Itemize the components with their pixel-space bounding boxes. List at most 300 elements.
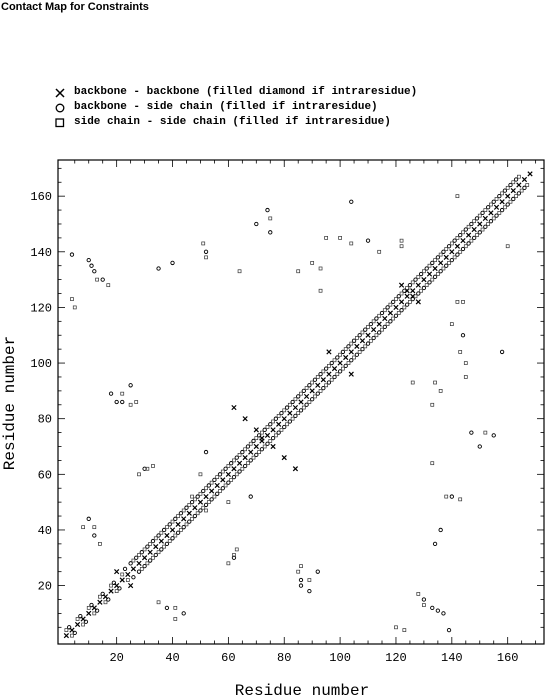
data-point-sidechain-sidechain (205, 256, 208, 259)
data-point-sidechain-sidechain (462, 231, 465, 234)
data-point-backbone-backbone (528, 172, 532, 176)
points-layer (64, 172, 532, 638)
data-point-sidechain-sidechain (464, 245, 467, 248)
data-point-backbone-backbone (310, 389, 314, 393)
data-point-sidechain-sidechain (70, 298, 73, 301)
data-point-sidechain-sidechain (339, 236, 342, 239)
data-point-backbone-backbone (355, 344, 359, 348)
data-point-sidechain-sidechain (378, 250, 381, 253)
y-tick-label: 120 (30, 301, 52, 316)
data-point-sidechain-sidechain (232, 459, 235, 462)
data-point-backbone-backbone (142, 556, 146, 560)
data-point-sidechain-sidechain (98, 542, 101, 545)
data-point-sidechain-sidechain (182, 509, 185, 512)
data-point-sidechain-sidechain (280, 428, 283, 431)
data-point-sidechain-sidechain (386, 323, 389, 326)
data-point-sidechain-sidechain (129, 403, 132, 406)
data-point-backbone-sidechain (366, 239, 369, 242)
data-point-backbone-backbone (176, 522, 180, 526)
data-point-sidechain-sidechain (188, 503, 191, 506)
data-point-sidechain-sidechain (138, 553, 141, 556)
legend-label: backbone - side chain (filled if intraresidue) (74, 101, 378, 113)
data-point-backbone-backbone (243, 416, 247, 420)
data-point-sidechain-sidechain (230, 478, 233, 481)
y-tick-label: 140 (30, 245, 52, 260)
data-point-sidechain-sidechain (381, 328, 384, 331)
data-point-sidechain-sidechain (439, 389, 442, 392)
data-point-sidechain-sidechain (361, 331, 364, 334)
data-point-sidechain-sidechain (501, 192, 504, 195)
data-point-sidechain-sidechain (436, 273, 439, 276)
data-point-sidechain-sidechain (171, 520, 174, 523)
data-point-backbone-backbone (478, 222, 482, 226)
x-axis-label: Residue number (234, 682, 370, 696)
data-point-backbone-backbone (75, 622, 79, 626)
data-point-sidechain-sidechain (213, 495, 216, 498)
data-point-sidechain-sidechain (495, 197, 498, 200)
data-point-sidechain-sidechain (146, 562, 149, 565)
data-point-backbone-backbone (114, 569, 118, 573)
data-point-backbone-backbone (109, 589, 113, 593)
data-point-sidechain-sidechain (392, 317, 395, 320)
data-point-backbone-sidechain (450, 495, 453, 498)
data-point-sidechain-sidechain (205, 487, 208, 490)
data-point-backbone-backbone (349, 350, 353, 354)
data-point-sidechain-sidechain (168, 540, 171, 543)
data-point-sidechain-sidechain (442, 267, 445, 270)
data-point-sidechain-sidechain (70, 634, 73, 637)
data-point-sidechain-sidechain (224, 484, 227, 487)
y-axis-label: Residue number (1, 335, 19, 471)
data-point-sidechain-sidechain (403, 629, 406, 632)
data-point-sidechain-sidechain (179, 528, 182, 531)
data-point-sidechain-sidechain (277, 414, 280, 417)
data-point-sidechain-sidechain (322, 370, 325, 373)
data-point-sidechain-sidechain (422, 270, 425, 273)
data-point-backbone-sidechain (157, 267, 160, 270)
data-point-backbone-backbone (209, 489, 213, 493)
data-point-sidechain-sidechain (353, 356, 356, 359)
data-point-sidechain-sidechain (107, 284, 110, 287)
data-point-backbone-backbone (293, 467, 297, 471)
data-point-backbone-backbone (265, 433, 269, 437)
data-point-sidechain-sidechain (459, 250, 462, 253)
data-point-sidechain-sidechain (96, 278, 99, 281)
data-point-backbone-backbone (271, 444, 275, 448)
data-point-sidechain-sidechain (411, 281, 414, 284)
data-point-sidechain-sidechain (445, 248, 448, 251)
legend-label: backbone - backbone (filled diamond if intraresidue) (74, 86, 418, 98)
data-point-backbone-backbone (511, 188, 515, 192)
data-point-sidechain-sidechain (82, 526, 85, 529)
data-point-backbone-backbone (461, 238, 465, 242)
data-point-sidechain-sidechain (411, 381, 414, 384)
data-point-backbone-sidechain (204, 450, 207, 453)
data-point-sidechain-sidechain (489, 203, 492, 206)
data-point-backbone-sidechain (461, 334, 464, 337)
data-point-sidechain-sidechain (174, 606, 177, 609)
data-point-sidechain-sidechain (300, 565, 303, 568)
data-point-sidechain-sidechain (372, 320, 375, 323)
data-point-sidechain-sidechain (350, 242, 353, 245)
data-point-sidechain-sidechain (157, 601, 160, 604)
data-point-sidechain-sidechain (160, 531, 163, 534)
data-point-sidechain-sidechain (325, 236, 328, 239)
data-point-backbone-backbone (237, 461, 241, 465)
data-point-sidechain-sidechain (467, 225, 470, 228)
data-point-sidechain-sidechain (319, 289, 322, 292)
chart-title: Contact Map for Constraints (1, 1, 149, 13)
data-point-sidechain-sidechain (378, 314, 381, 317)
data-point-sidechain-sidechain (431, 462, 434, 465)
y-tick-label: 100 (30, 357, 52, 372)
data-point-sidechain-sidechain (65, 629, 68, 632)
data-point-sidechain-sidechain (394, 626, 397, 629)
data-point-sidechain-sidechain (487, 222, 490, 225)
data-point-backbone-backbone (304, 394, 308, 398)
data-point-backbone-sidechain (132, 576, 135, 579)
data-point-sidechain-sidechain (300, 392, 303, 395)
data-point-sidechain-sidechain (115, 590, 118, 593)
data-point-sidechain-sidechain (210, 481, 213, 484)
data-point-sidechain-sidechain (286, 423, 289, 426)
data-point-sidechain-sidechain (174, 534, 177, 537)
data-point-sidechain-sidechain (389, 303, 392, 306)
data-point-backbone-backbone (226, 472, 230, 476)
data-point-sidechain-sidechain (291, 417, 294, 420)
x-tick-label: 100 (329, 651, 351, 665)
data-point-backbone-sidechain (255, 222, 258, 225)
data-point-backbone-backbone (466, 233, 470, 237)
data-point-backbone-backbone (128, 583, 132, 587)
data-point-sidechain-sidechain (327, 364, 330, 367)
data-point-sidechain-sidechain (269, 439, 272, 442)
data-point-sidechain-sidechain (367, 325, 370, 328)
data-point-backbone-backbone (500, 200, 504, 204)
data-point-sidechain-sidechain (506, 245, 509, 248)
data-point-backbone-sidechain (442, 612, 445, 615)
data-point-sidechain-sidechain (400, 239, 403, 242)
data-point-sidechain-sidechain (369, 339, 372, 342)
data-point-backbone-backbone (388, 311, 392, 315)
data-point-backbone-sidechain (101, 278, 104, 281)
data-point-sidechain-sidechain (509, 200, 512, 203)
data-point-sidechain-sidechain (177, 515, 180, 518)
data-point-backbone-backbone (366, 333, 370, 337)
data-point-backbone-sidechain (433, 542, 436, 545)
data-point-sidechain-sidechain (428, 264, 431, 267)
data-point-backbone-backbone (383, 316, 387, 320)
data-point-backbone-sidechain (87, 258, 90, 261)
data-point-backbone-backbone (126, 572, 130, 576)
data-point-sidechain-sidechain (400, 245, 403, 248)
data-point-sidechain-sidechain (417, 275, 420, 278)
data-point-backbone-backbone (299, 400, 303, 404)
data-point-sidechain-sidechain (132, 559, 135, 562)
data-point-sidechain-sidechain (82, 623, 85, 626)
data-point-sidechain-sidechain (191, 517, 194, 520)
data-point-sidechain-sidechain (174, 617, 177, 620)
data-point-backbone-backbone (282, 416, 286, 420)
data-point-backbone-backbone (254, 444, 258, 448)
data-point-backbone-sidechain (436, 609, 439, 612)
data-point-backbone-backbone (450, 250, 454, 254)
data-point-backbone-backbone (360, 339, 364, 343)
data-point-backbone-backbone (399, 283, 403, 287)
data-point-backbone-backbone (232, 467, 236, 471)
x-tick-label: 160 (496, 651, 519, 665)
data-point-sidechain-sidechain (316, 375, 319, 378)
data-point-sidechain-sidechain (297, 270, 300, 273)
data-point-sidechain-sidechain (492, 217, 495, 220)
data-point-sidechain-sidechain (512, 181, 515, 184)
data-point-sidechain-sidechain (484, 209, 487, 212)
x-tick-label: 140 (441, 651, 463, 665)
data-point-sidechain-sidechain (126, 579, 129, 582)
data-point-backbone-sidechain (308, 589, 311, 592)
ticks-layer (30, 160, 544, 665)
data-point-sidechain-sidechain (484, 431, 487, 434)
data-point-sidechain-sidechain (238, 453, 241, 456)
data-point-backbone-sidechain (266, 208, 269, 211)
data-point-backbone-sidechain (478, 445, 481, 448)
data-point-sidechain-sidechain (383, 309, 386, 312)
data-point-sidechain-sidechain (163, 545, 166, 548)
data-point-sidechain-sidechain (434, 259, 437, 262)
data-point-backbone-backbone (422, 277, 426, 281)
data-point-backbone-backbone (215, 483, 219, 487)
x-tick-label: 40 (165, 651, 180, 665)
data-point-sidechain-sidechain (185, 523, 188, 526)
data-point-sidechain-sidechain (93, 526, 96, 529)
data-point-sidechain-sidechain (302, 406, 305, 409)
data-point-backbone-backbone (193, 506, 197, 510)
data-point-backbone-backbone (343, 355, 347, 359)
data-point-backbone-sidechain (316, 570, 319, 573)
data-point-backbone-backbone (427, 272, 431, 276)
data-point-sidechain-sidechain (341, 367, 344, 370)
data-point-sidechain-sidechain (249, 442, 252, 445)
data-point-sidechain-sidechain (104, 601, 107, 604)
data-point-backbone-sidechain (182, 612, 185, 615)
data-point-sidechain-sidechain (470, 239, 473, 242)
data-point-sidechain-sidechain (196, 512, 199, 515)
data-point-sidechain-sidechain (294, 398, 297, 401)
data-point-backbone-sidechain (123, 567, 126, 570)
data-point-sidechain-sidechain (110, 584, 113, 587)
data-point-backbone-backbone (472, 227, 476, 231)
data-point-sidechain-sidechain (308, 579, 311, 582)
data-point-backbone-backbone (416, 300, 420, 304)
data-point-backbone-backbone (338, 361, 342, 365)
data-point-sidechain-sidechain (93, 612, 96, 615)
data-point-backbone-backbone (332, 366, 336, 370)
data-point-backbone-sidechain (350, 200, 353, 203)
data-point-sidechain-sidechain (456, 300, 459, 303)
data-point-sidechain-sidechain (238, 270, 241, 273)
data-point-sidechain-sidechain (503, 206, 506, 209)
data-point-backbone-backbone (444, 255, 448, 259)
data-point-backbone-sidechain (129, 384, 132, 387)
data-point-backbone-sidechain (299, 584, 302, 587)
data-point-backbone-sidechain (93, 270, 96, 273)
data-point-backbone-backbone (321, 378, 325, 382)
data-point-backbone-backbone (159, 539, 163, 543)
data-point-sidechain-sidechain (311, 261, 314, 264)
data-point-sidechain-sidechain (498, 211, 501, 214)
data-point-sidechain-sidechain (403, 306, 406, 309)
data-point-backbone-backbone (131, 567, 135, 571)
data-point-sidechain-sidechain (246, 462, 249, 465)
data-point-sidechain-sidechain (76, 617, 79, 620)
data-point-sidechain-sidechain (330, 378, 333, 381)
data-point-backbone-backbone (327, 350, 331, 354)
data-point-sidechain-sidechain (73, 306, 76, 309)
data-point-backbone-sidechain (109, 392, 112, 395)
data-point-backbone-backbone (483, 216, 487, 220)
data-point-sidechain-sidechain (333, 359, 336, 362)
data-point-backbone-backbone (204, 494, 208, 498)
data-point-sidechain-sidechain (517, 175, 520, 178)
data-point-backbone-backbone (349, 372, 353, 376)
data-point-backbone-sidechain (447, 628, 450, 631)
data-point-sidechain-sidechain (450, 323, 453, 326)
data-point-sidechain-sidechain (431, 278, 434, 281)
data-point-sidechain-sidechain (266, 426, 269, 429)
data-point-sidechain-sidechain (143, 548, 146, 551)
data-point-sidechain-sidechain (154, 537, 157, 540)
data-point-backbone-sidechain (249, 495, 252, 498)
data-point-sidechain-sidechain (462, 300, 465, 303)
data-point-backbone-sidechain (70, 253, 73, 256)
data-point-backbone-sidechain (90, 264, 93, 267)
data-point-sidechain-sidechain (138, 473, 141, 476)
x-tick-label: 20 (109, 651, 124, 665)
data-point-sidechain-sidechain (235, 548, 238, 551)
y-tick-label: 160 (30, 190, 52, 205)
data-point-sidechain-sidechain (207, 501, 210, 504)
data-point-backbone-backbone (64, 633, 68, 637)
data-point-sidechain-sidechain (260, 431, 263, 434)
data-point-backbone-backbone (505, 194, 509, 198)
data-point-backbone-backbone (243, 455, 247, 459)
data-point-sidechain-sidechain (456, 236, 459, 239)
data-point-sidechain-sidechain (464, 362, 467, 365)
data-point-backbone-backbone (165, 533, 169, 537)
x-tick-label: 120 (385, 651, 407, 665)
data-point-sidechain-sidechain (319, 267, 322, 270)
data-point-backbone-backbone (154, 544, 158, 548)
data-point-sidechain-sidechain (397, 311, 400, 314)
data-point-sidechain-sidechain (216, 476, 219, 479)
data-point-sidechain-sidechain (98, 595, 101, 598)
data-point-backbone-backbone (405, 294, 409, 298)
data-point-backbone-backbone (411, 289, 415, 293)
data-point-backbone-sidechain (492, 434, 495, 437)
data-point-sidechain-sidechain (336, 373, 339, 376)
data-point-backbone-sidechain (121, 400, 124, 403)
x-tick-label: 60 (221, 651, 236, 665)
data-point-sidechain-sidechain (121, 573, 124, 576)
data-point-backbone-backbone (371, 327, 375, 331)
data-point-backbone-sidechain (422, 598, 425, 601)
data-point-backbone-sidechain (269, 231, 272, 234)
y-tick-label: 60 (37, 468, 52, 483)
data-point-sidechain-sidechain (244, 448, 247, 451)
data-point-sidechain-sidechain (520, 189, 523, 192)
data-point-backbone-sidechain (87, 517, 90, 520)
data-point-sidechain-sidechain (258, 451, 261, 454)
data-point-sidechain-sidechain (227, 562, 230, 565)
data-point-sidechain-sidechain (297, 412, 300, 415)
data-point-sidechain-sidechain (272, 420, 275, 423)
data-point-backbone-backbone (276, 422, 280, 426)
data-point-backbone-sidechain (439, 528, 442, 531)
data-point-backbone-backbone (327, 372, 331, 376)
data-point-sidechain-sidechain (283, 409, 286, 412)
data-point-sidechain-sidechain (319, 389, 322, 392)
data-point-sidechain-sidechain (199, 492, 202, 495)
legend-label: side chain - side chain (filled if intraresidue) (74, 116, 391, 128)
data-point-backbone-backbone (282, 455, 286, 459)
y-tick-label: 80 (37, 412, 52, 427)
data-point-backbone-backbone (232, 405, 236, 409)
data-point-backbone-backbone (288, 411, 292, 415)
data-point-sidechain-sidechain (274, 434, 277, 437)
data-point-sidechain-sidechain (448, 261, 451, 264)
data-point-backbone-backbone (517, 183, 521, 187)
data-point-backbone-backbone (522, 177, 526, 181)
data-point-backbone-backbone (416, 283, 420, 287)
data-point-sidechain-sidechain (297, 570, 300, 573)
data-point-sidechain-sidechain (456, 195, 459, 198)
data-point-sidechain-sidechain (308, 401, 311, 404)
data-point-sidechain-sidechain (165, 526, 168, 529)
data-point-sidechain-sidechain (425, 284, 428, 287)
data-point-backbone-backbone (137, 561, 141, 565)
data-point-backbone-backbone (394, 305, 398, 309)
y-tick-label: 40 (37, 523, 52, 538)
data-point-sidechain-sidechain (450, 242, 453, 245)
data-point-sidechain-sidechain (252, 456, 255, 459)
data-point-sidechain-sidechain (313, 395, 316, 398)
data-point-sidechain-sidechain (140, 567, 143, 570)
data-point-sidechain-sidechain (87, 606, 90, 609)
data-point-sidechain-sidechain (459, 350, 462, 353)
data-point-backbone-backbone (433, 266, 437, 270)
data-point-sidechain-sidechain (199, 473, 202, 476)
data-point-backbone-backbone (377, 322, 381, 326)
data-point-backbone-sidechain (500, 350, 503, 353)
data-point-backbone-backbone (271, 428, 275, 432)
data-point-backbone-backbone (489, 211, 493, 215)
data-point-backbone-backbone (187, 511, 191, 515)
data-point-sidechain-sidechain (344, 348, 347, 351)
data-point-sidechain-sidechain (288, 403, 291, 406)
data-point-sidechain-sidechain (311, 381, 314, 384)
data-point-sidechain-sidechain (506, 186, 509, 189)
data-point-sidechain-sidechain (445, 495, 448, 498)
data-point-backbone-backbone (170, 528, 174, 532)
data-point-sidechain-sidechain (202, 242, 205, 245)
data-point-sidechain-sidechain (227, 464, 230, 467)
data-point-backbone-backbone (455, 244, 459, 248)
data-point-sidechain-sidechain (526, 184, 529, 187)
data-point-backbone-backbone (399, 300, 403, 304)
data-point-backbone-backbone (249, 450, 253, 454)
data-point-sidechain-sidechain (135, 401, 138, 404)
data-point-sidechain-sidechain (459, 498, 462, 501)
